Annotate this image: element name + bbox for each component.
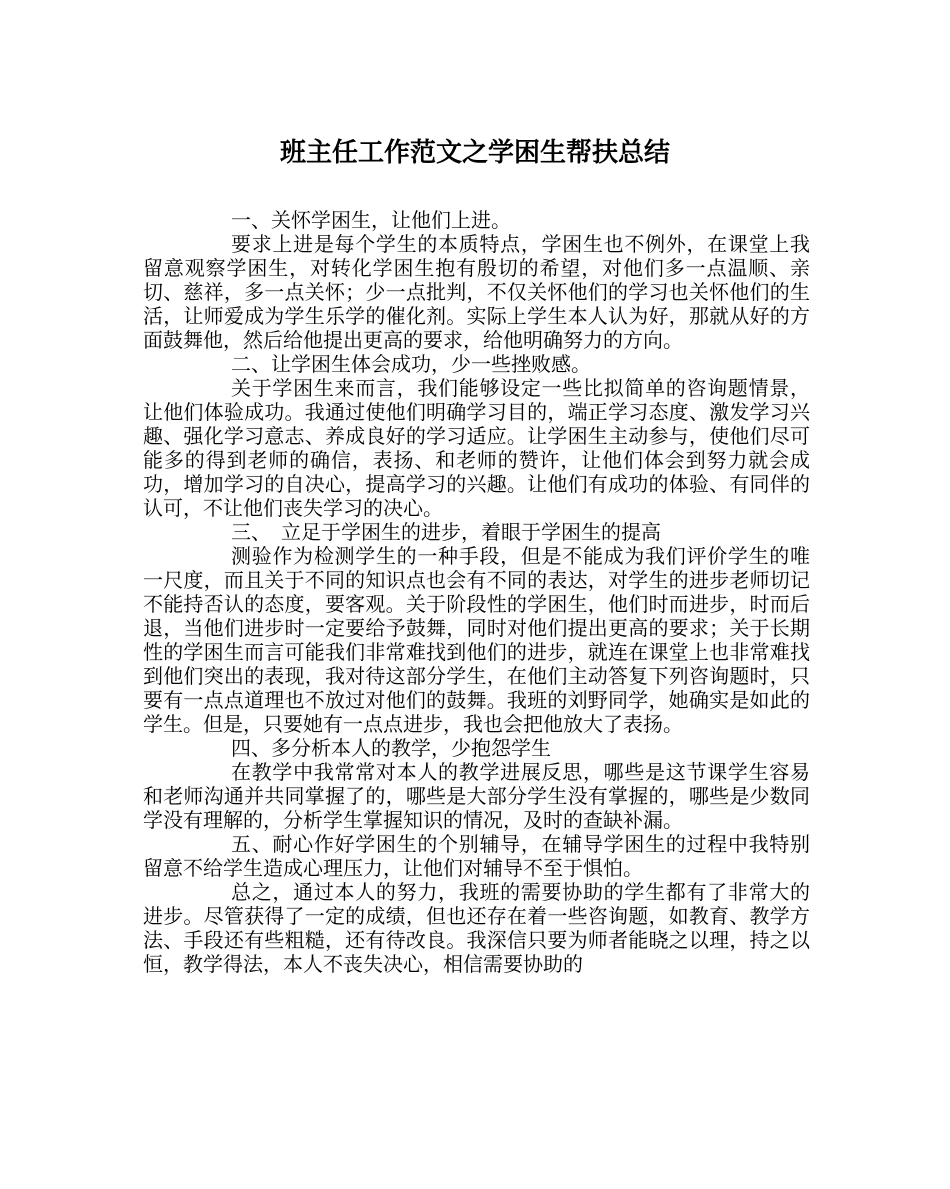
paragraph-conclusion: 总之，通过本人的努力，我班的需要协助的学生都有了非常大的进步。尽管获得了一定的成绩，但也还存在着一些咨询题，如教育、教学方法、手段还有些粗糙，还有待改良。我深信只要为师者能晓之以理，持之以恒，教学得法，本人不丧失决心，相信需要协助的 — [143, 880, 810, 976]
document-title: 班主任工作范文之学困生帮扶总结 — [279, 138, 670, 168]
section-heading-4: 四、多分析本人的教学，少抱怨学生 — [231, 736, 551, 760]
paragraph-2: 关于学困生来而言，我们能够设定一些比拟简单的咨询题情景，让他们体验成功。我通过使他们明确学习目的，端正学习态度、激发学习兴趣、强化学习意志、养成良好的学习适应。让学困生主动参与，使他们尽可能多的得到老师的确信，表扬、和老师的赞许，让他们体会到努力就会成功，增加学习的自决心，提高学习的兴趣。让他们有成功的体验、有同伴的认可，不让他们丧失学习的决心。 — [143, 376, 810, 520]
section-heading-2: 二、让学困生体会成功，少一些挫败感。 — [231, 352, 591, 376]
section-heading-3: 三、 立足于学困生的进步，着眼于学困生的提高 — [231, 520, 661, 544]
paragraph-4: 在教学中我常常对本人的教学进展反思，哪些是这节课学生容易和老师沟通并共同掌握了的，哪些是大部分学生没有掌握的，哪些是少数同学没有理解的，分析学生掌握知识的情况，及时的查缺补漏。 — [143, 760, 810, 832]
section-heading-1: 一、关怀学困生，让他们上进。 — [231, 208, 511, 232]
paragraph-3: 测验作为检测学生的一种手段，但是不能成为我们评价学生的唯一尺度，而且关于不同的知识点也会有不同的表达，对学生的进步老师切记不能持否认的态度，要客观。关于阶段性的学困生，他们时而进步，时而后退，当他们进步时一定要给予鼓舞，同时对他们提出更高的要求；关于长期性的学困生而言可能我们非常难找到他们的进步，就连在课堂上也非常难找到他们突出的表现，我对待这部分学生，在他们主动答复下列咨询题时，只要有一点点道理也不放过对他们的鼓舞。我班的刘野同学，她确实是如此的学生。但是，只要她有一点点进步，我也会把他放大了表扬。 — [143, 544, 810, 736]
document-body — [143, 208, 810, 976]
paragraph-5: 五、耐心作好学困生的个别辅导，在辅导学困生的过程中我特别留意不给学生造成心理压力，让他们对辅导不至于惧怕。 — [143, 832, 810, 880]
paragraph-1: 要求上进是每个学生的本质特点，学困生也不例外，在课堂上我留意观察学困生，对转化学困生抱有殷切的希望，对他们多一点温顺、亲切、慈祥，多一点关怀；少一点批判，不仅关怀他们的学习也关怀他们的生活，让师爱成为学生乐学的催化剂。实际上学生本人认为好，那就从好的方面鼓舞他，然后给他提出更高的要求，给他明确努力的方向。 — [143, 232, 810, 352]
